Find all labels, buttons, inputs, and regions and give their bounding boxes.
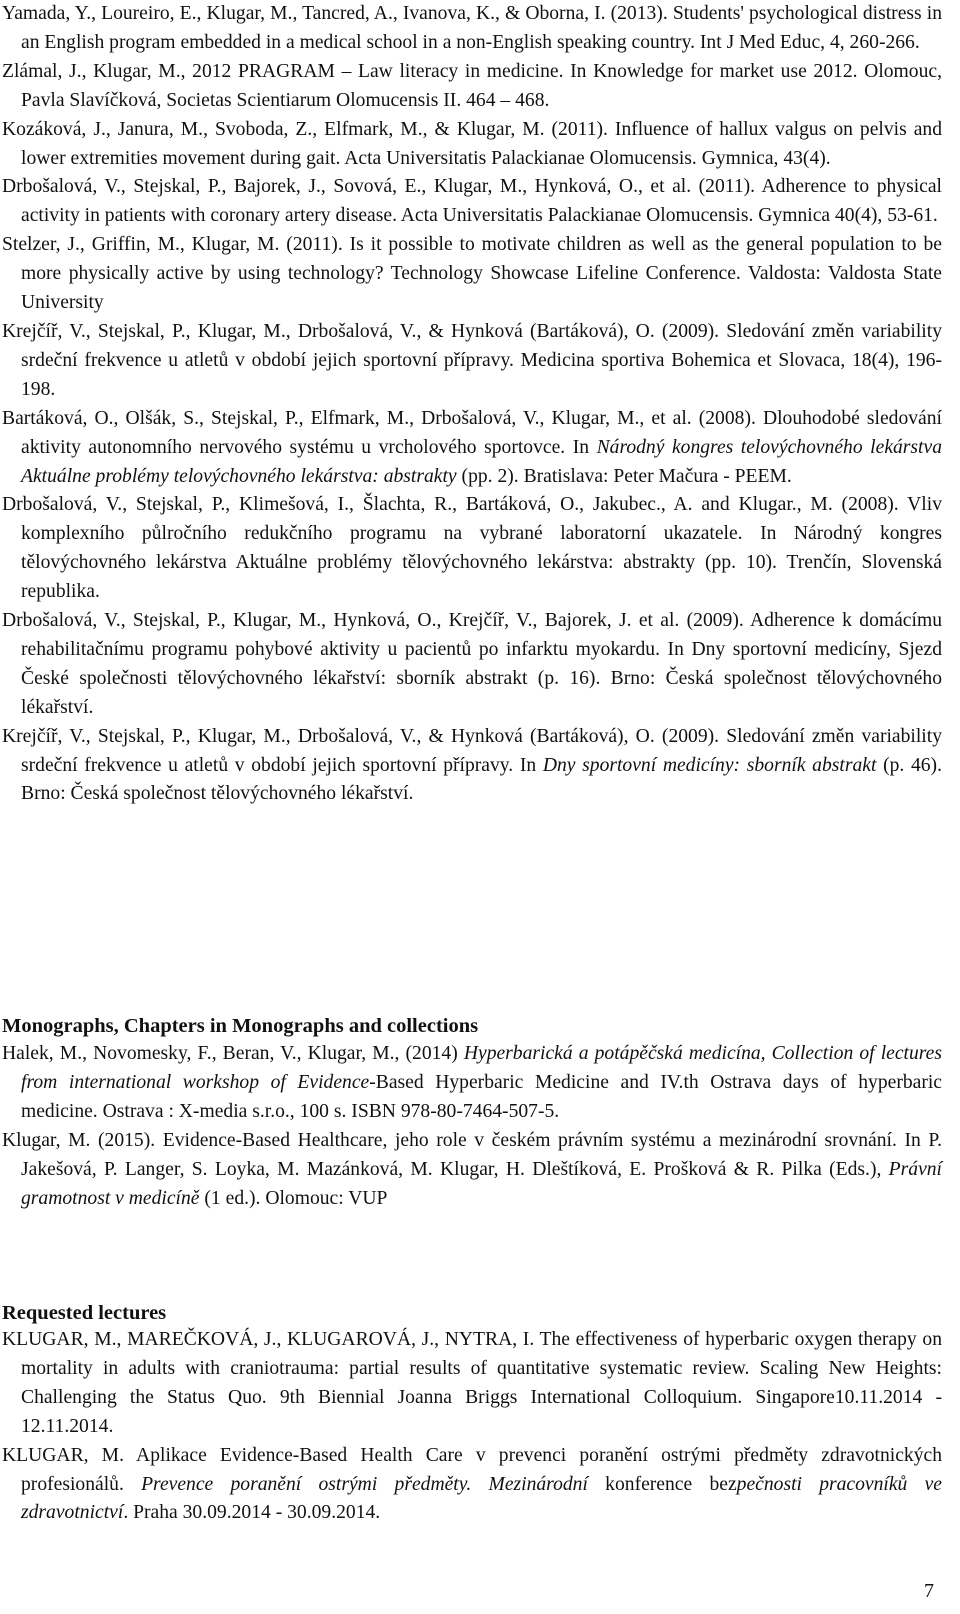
reference-entry <box>2 1127 942 1214</box>
monographs-heading: Monographs, Chapters in Monographs and collections <box>2 1015 479 1037</box>
reference-entry <box>2 1442 942 1529</box>
reference-italic-text: Národný kongres telovýchovného lekárstva Aktuálne problémy telovýchovného lekárstva: abstrakty <box>21 436 942 487</box>
reference-text: (1 ed.). Olomouc: VUP <box>199 1187 388 1209</box>
reference-entry <box>2 1040 942 1127</box>
reference-entry <box>2 405 942 492</box>
publications-list <box>2 0 942 809</box>
reference-entry <box>2 231 942 318</box>
reference-text: Stelzer, J., Griffin, M., Klugar, M. (2011). Is it possible to motivate children as well as the general population to be more physically active by using technology? Technology Showcase Lifeline Conference. Valdosta: Valdosta State University <box>2 234 942 314</box>
reference-text: (p. 46). Brno: Česká společnost tělovýchovného lékařství. <box>21 754 942 805</box>
page-number: 7 <box>924 1580 934 1602</box>
reference-entry <box>2 607 942 723</box>
reference-text: Drbošalová, V., Stejskal, P., Klimešová, I., Šlachta, R., Bartáková, O., Jakubec., A. and Klugar., M. (2008). Vliv komplexního půlročního redukčního programu na vybrané laboratorní ukazatele. In Národný kongres tělovýchovného lekárstva Aktuálne problémy tělovýchovného lekárstva: abstrakty (pp. 10). Trenčín, Slovenská republika. <box>2 494 942 603</box>
reference-entry <box>2 116 942 174</box>
reference-italic-text: Dny sportovní medicíny: sborník abstrakt <box>542 754 877 776</box>
reference-text: Yamada, Y., Loureiro, E., Klugar, M., Tancred, A., Ivanova, K., & Oborna, I. (2013). Students' psychological distress in an English program embedded in a medical school in a non-English speaking country. Int J Med Educ, 4, 260-266. <box>2 3 942 53</box>
reference-text: Drbošalová, V., Stejskal, P., Bajorek, J., Sovová, E., Klugar, M., Hynková, O., et al. (2011). Adherence to physical activity in patients with coronary artery disease. Acta Universitatis Palackianae Olomucensis. Gymnica 40(4), 53-61. <box>2 176 942 227</box>
reference-entry <box>2 1326 942 1442</box>
monographs-list <box>2 1040 942 1213</box>
reference-text: Zlámal, J., Klugar, M., 2012 PRAGRAM – Law literacy in medicine. In Knowledge for market use 2012. Olomouc, Pavla Slavíčková, Societas Scientiarum Olomucensis II. 464 – 468. <box>2 60 942 111</box>
reference-entry <box>2 318 942 405</box>
reference-entry <box>2 491 942 607</box>
lectures-list <box>2 1326 942 1528</box>
reference-text: Kozáková, J., Janura, M., Svoboda, Z., Elfmark, M., & Klugar, M. (2011). Influence of hallux valgus on pelvis and lower extremities movement during gait. Acta Universitatis Palackianae Olomucensis. Gymnica, 43(4). <box>2 118 942 169</box>
reference-text: Halek, M., Novomesky, F., Beran, V., Klugar, M., (2014) <box>2 1043 464 1064</box>
reference-italic-text: Právní gramotnost v medicíně <box>21 1158 942 1209</box>
reference-italic-text: pečnosti pracovníků ve zdravotnictví <box>21 1473 942 1524</box>
reference-text: Based Hyperbaric Medicine and IV.th Ostrava days of hyperbaric medicine. Ostrava : X-media s.r.o., 100 s. ISBN 978-80-7464-507-5. <box>21 1071 943 1122</box>
reference-entry <box>2 723 942 810</box>
reference-text: Krejčíř, V., Stejskal, P., Klugar, M., Drbošalová, V., & Hynková (Bartáková), O. (2009). Sledování změn variability srdeční frekvence u atletů v období jejich sportovní přípravy. Medicina sportiva Bohemica et Slovaca, 18(4), 196-198. <box>2 320 942 400</box>
reference-text: Krejčíř, V., Stejskal, P., Klugar, M., Drbošalová, V., & Hynková (Bartáková), O. (2009). Sledování změn variability srdeční frekvence u atletů v období jejich sportovní přípravy. In <box>2 725 942 776</box>
reference-italic-text: Hyperbarická a potápěčská medicína, Collection of lectures from international workshop of Evidence- <box>21 1043 942 1093</box>
reference-text: (pp. 2). Bratislava: Peter Mačura - PEEM. <box>456 465 792 487</box>
reference-entry <box>2 0 942 58</box>
reference-text: Bartáková, O., Olšák, S., Stejskal, P., Elfmark, M., Drbošalová, V., Klugar, M., et al. (2008). Dlouhodobé sledování aktivity autonomního nervového systému u vrcholového sportovce. In <box>2 407 942 458</box>
reference-text: konference bez <box>587 1473 737 1495</box>
reference-text: KLUGAR, M. Aplikace Evidence-Based Health Care v prevenci poranění ostrými předměty zdravotnických profesionálů. <box>2 1444 942 1495</box>
reference-entry <box>2 58 942 116</box>
reference-text: Drbošalová, V., Stejskal, P., Klugar, M., Hynková, O., Krejčíř, V., Bajorek, J. et al. (2009). Adherence k domácímu rehabilitačnímu programu pohybové aktivity u pacientů po infarktu myokardu. In Dny sportovní medicíny, Sjezd České společnosti tělovýchovného lékařství: sborník abstrakt (p. 16). Brno: Česká společnost tělovýchovného lékařství. <box>2 610 942 718</box>
reference-text: . Praha 30.09.2014 - 30.09.2014. <box>123 1502 381 1524</box>
reference-italic-text: Prevence poranění ostrými předměty. Mezinárodní <box>141 1473 588 1495</box>
reference-text: Klugar, M. (2015). Evidence-Based Healthcare, jeho role v českém právním systému a mezinárodní srovnání. In P. Jakešová, P. Langer, S. Loyka, M. Mazánková, M. Klugar, H. Dleštíková, E. Prošková & R. Pilka (Eds.), <box>2 1129 942 1180</box>
lectures-heading: Requested lectures <box>2 1302 167 1324</box>
reference-text: KLUGAR, M., MAREČKOVÁ, J., KLUGAROVÁ, J., NYTRA, I. The effectiveness of hyperbaric oxygen therapy on mortality in adults with craniotrauma: partial results of quantitative systematic review. Scaling New Heights: Challenging the Status Quo. 9th Biennial Joanna Briggs International Colloquium. Singapore10.11.2014 - 12.11.2014. <box>2 1329 942 1437</box>
reference-entry <box>2 173 942 231</box>
